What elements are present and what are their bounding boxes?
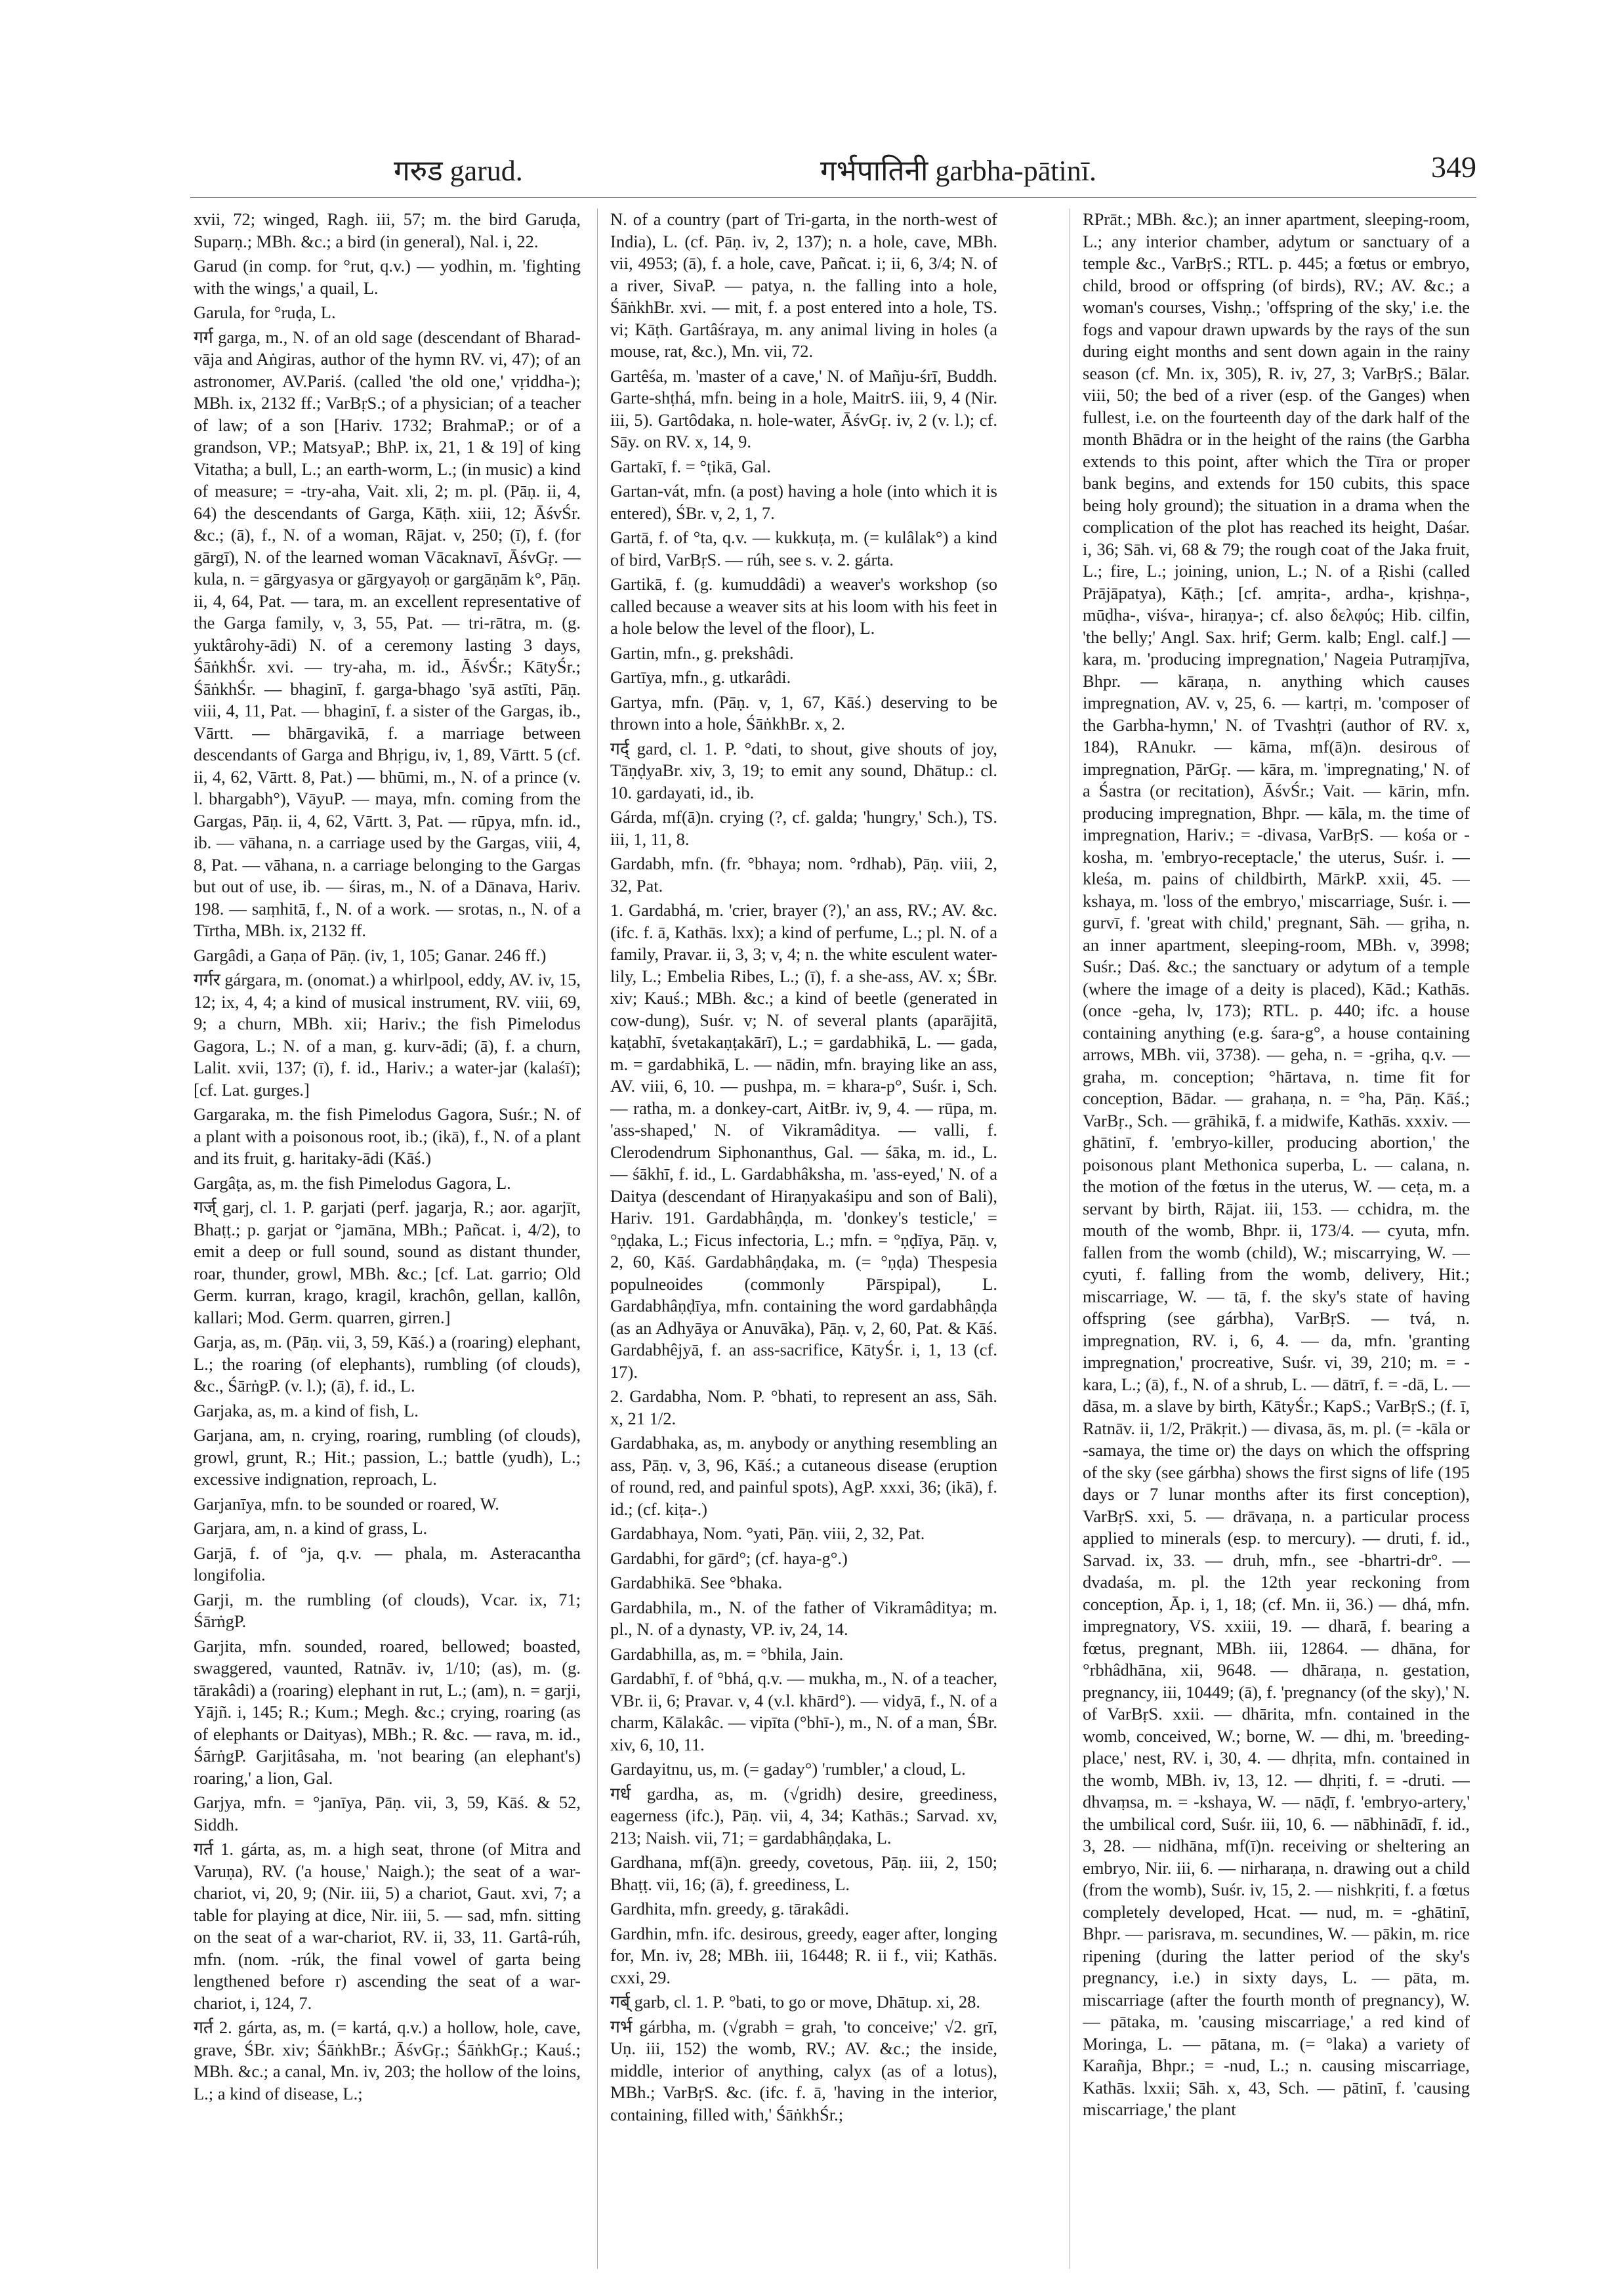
- dictionary-entry: Garjya, mfn. = °janīya, Pāṇ. vii, 3, 59, Kāś. & 52, Siddh.: [194, 1792, 581, 1834]
- dictionary-entry: Gardhita, mfn. greedy, g. tārakâdi.: [610, 1899, 849, 1918]
- dictionary-entry: Garjaka, as, m. a kind of fish, L.: [194, 1400, 419, 1420]
- dictionary-entry: Gartīya, mfn., g. utkarâdi.: [610, 667, 791, 687]
- header-rule: [190, 197, 1476, 198]
- dictionary-entry: Gartya, mfn. (Pāṇ. v, 1, 67, Kāś.) deserving to be thrown into a hole, ŚāṅkhBr. x, 2.: [610, 692, 997, 734]
- dictionary-entry: 1. Gardabhá, m. 'crier, brayer (?),' an ass, RV.; AV. &c. (ifc. f. ā, Kathās. lxx); a kind of perfume, L.; pl. N. of a family, Pravar. ii, 3, 3; v, 4; n. the white esculent water-lily, L.; Embelia Ribes, L.; (ī), f. a she-ass, AV. x; ŚBr. xiv; Kauś.; MBh. &c.; a kind of beetle (generated in cow-dung), Suśr. v; N. of several plants (aparājitā, kaṭabhī, śvetakaṇṭakārī), L.; = gardabhikā, L. — gada, m. = gardabhikā, L. — nādin, mfn. braying like an ass, AV. viii, 6, 10. — pushpa, m. = khara-p°, Suśr. i, Sch. — ratha, m. a donkey-cart, AitBr. iv, 9, 4. — rūpa, m. 'ass-shaped,' N. of Vikramâditya. — valli, f. Clerodendrum Siphonanthus, Gal. — śāka, m. id., L. — śākhī, f. id., L. Gardabhâksha, m. 'ass-eyed,' N. of a Daitya (descendant of Hiraṇyakaśipu and son of Bali), Hariv. 191. Gardabhâṇḍa, m. 'donkey's testicle,' = °ṇḍaka, L.; Ficus infectoria, L.; mfn. = °ṇḍīya, Pāṇ. v, 2, 60, Kāś. Gardabhâṇḍaka, m. (= °ṇḍa) Thespesia populneoides (commonly Pārspipal), L. Gardabhâṇḍīya, mfn. containing the word gardabhâṇḍa (as an Adhyāya or Anuvāka), Pāṇ. v, 2, 60, Pat. & Kāś. Gardabhêjyā, f. an ass-sacrifice, KātyŚr. i, 1, 13 (cf. 17).: [610, 900, 997, 1382]
- dictionary-entry: Gartā, f. of °ta, q.v. — kukkuṭa, m. (= kulâlak°) a kind of bird, VarBṛS. — rúh, see s. v. 2. gárta.: [610, 527, 997, 569]
- dictionary-entry: xvii, 72; winged, Ragh. iii, 57; m. the bird Garuḍa, Suparṇ.; MBh. &c.; a bird (in general), Nal. i, 22.: [194, 209, 581, 251]
- dictionary-entry: गर्ग garga, m., N. of an old sage (descendant of Bharad-vāja and Aṅgiras, author of the hymn RV. vi, 47); of an astronomer, AV.Pariś. (called 'the old one,' vṛiddha-); MBh. ix, 2132 ff.; VarBṛS.; of a physician; of a teacher of law; of a son [Hariv. 1732; BrahmaP.; or of a grandson, VP.; MatsyaP.; BhP. ix, 21, 1 & 19] of king Vitatha; a bull, L.; an earth-worm, L.; (in music) a kind of measure; = -try-aha, Vait. xli, 2; m. pl. (Pāṇ. ii, 4, 64) the descendants of Garga, Kāṭh. xiii, 12; ĀśvŚr. &c.; (ā), f., N. of a woman, Rājat. v, 250; (ī), f. (for gārgī), N. of the learned woman Vācaknavī, ĀśvGṛ. — kula, n. = gārgyasya or gārgyayoḥ or gargāṇām k°, Pāṇ. ii, 4, 64, Pat. — tara, m. an excellent representative of the Garga family, v, 3, 55, Pat. — tri-rātra, m. (g. yuktârohy-ādi) N. of a ceremony lasting 3 days, ŚāṅkhŚr. xvi. — try-aha, m. id., ĀśvŚr.; KātyŚr.; ŚāṅkhŚr. — bhaginī, f. garga-bhago 'syā astīti, Pāṇ. viii, 4, 11, Pat. — bhaginī, f. a sister of the Gargas, ib., Vārtt. — bhārgavikā, f. a marriage between descendants of Garga and Bhṛigu, iv, 1, 89, Vārtt. 5 (cf. ii, 4, 62, Vārtt. 8, Pat.) — bhūmi, m., N. of a prince (v. l. bhargabh°), VāyuP. — maya, mfn. coming from the Gargas, Pāṇ. ii, 4, 62, Vārtt. 3, Pat. — rūpya, mfn. id., ib. — vāhana, n. a carriage used by the Gargas, viii, 4, 8, Pat. — vāhana, n. a carriage belonging to the Gargas but out of use, ib. — śiras, m., N. of a Dānava, Hariv. 198. — saṃhitā, f., N. of a work. — srotas, n., N. of a Tīrtha, MBh. ix, 2132 ff.: [194, 327, 581, 940]
- dictionary-entry: Garjā, f. of °ja, q.v. — phala, m. Asteracantha longifolia.: [194, 1542, 581, 1584]
- dictionary-entry: गर्भ gárbha, m. (√grabh = grah, 'to conceive;' √2. grī, Uṇ. iii, 152) the womb, RV.; AV. &c.; the inside, middle, interior of anything, calyx (as of a lotus), MBh.; VarBṛS. &c. (ifc. f. ā, 'having in the interior, containing, filled with,' ŚāṅkhŚr.;: [610, 2016, 997, 2124]
- dictionary-entry: Gargaraka, m. the fish Pimelodus Gagora, Suśr.; N. of a plant with a poisonous root, ib.; (ikā), f., N. of a plant and its fruit, g. haritaky-ādi (Kāś.): [194, 1104, 581, 1168]
- dictionary-entry: Gardayitnu, us, m. (= gaday°) 'rumbler,' a cloud, L.: [610, 1759, 966, 1779]
- dictionary-entry: Gardabhi, for gārd°; (cf. haya-g°.): [610, 1548, 848, 1568]
- dictionary-entry: Gardhin, mfn. ifc. desirous, greedy, eager after, longing for, Mn. iv, 28; MBh. iii, 16448; R. ii f., vii; Kathās. cxxi, 29.: [610, 1923, 997, 1987]
- dictionary-entry: गर्ध gardha, as, m. (√gridh) desire, greediness, eagerness (ifc.), Pāṇ. vii, 4, 34; Kathās.; Sarvad. xv, 213; Naish. vii, 71; = gardabhâṇḍaka, L.: [610, 1783, 997, 1848]
- dictionary-entry: Garja, as, m. (Pāṇ. vii, 3, 59, Kāś.) a (roaring) elephant, L.; the roaring (of elephants), rumbling (of clouds), &c., ŚārṅgP. (v. l.); (ā), f. id., L.: [194, 1332, 581, 1396]
- column-1: [194, 209, 581, 2269]
- dictionary-entry: Gardabhaka, as, m. anybody or anything resembling an ass, Pāṇ. v, 3, 96, Kāś.; a cutaneous disease (eruption of round, red, and painful spots), AgP. xxxi, 36; (ikā), f. id.; (cf. kiṭa-.): [610, 1433, 997, 1519]
- dictionary-entry: गर्त 2. gárta, as, m. (= kartá, q.v.) a hollow, hole, cave, grave, ŚBr. xiv; ŚāṅkhBr.; ĀśvGṛ.; ŚāṅkhGṛ.; Kauś.; MBh. &c.; a canal, Mn. iv, 203; the hollow of the loins, L.; a kind of disease, L.;: [194, 2017, 581, 2103]
- dictionary-entry: गर्त 1. gárta, as, m. a high seat, throne (of Mitra and Varuṇa), RV. ('a house,' Naigh.); the seat of a war-chariot, vi, 20, 9; (Nir. iii, 5) a chariot, Gaut. xvi, 7; a table for playing at dice, Nir. iii, 5. — sad, mfn. sitting on the seat of a war-chariot, RV. ii, 33, 11. Gartâ-rúh, mfn. (nom. -rúk, the final vowel of garta being lengthened before r) ascending the seat of a war-chariot, i, 124, 7.: [194, 1839, 581, 2013]
- dictionary-entry: Gardabh, mfn. (fr. °bhaya; nom. °rdhab), Pāṇ. viii, 2, 32, Pat.: [610, 854, 997, 896]
- header-left-guide-word: गरुड garud.: [394, 155, 523, 187]
- dictionary-entry: गर्गर gárgara, m. (onomat.) a whirlpool, eddy, AV. iv, 15, 12; ix, 4, 4; a kind of musical instrument, RV. viii, 69, 9; a churn, MBh. xii; Hariv.; the fish Pimelodus Gagora, L.; N. of a man, g. kurv-ādi; (ā), f. a churn, Lalit. xvii, 137; (ī), f. id., Hariv.; a water-jar (kalaśī); [cf. Lat. gurges.]: [194, 970, 581, 1100]
- dictionary-entry: Garjara, am, n. a kind of grass, L.: [194, 1518, 428, 1538]
- dictionary-entry: N. of a country (part of Tri-garta, in the north-west of India), L. (cf. Pāṇ. iv, 2, 137); n. a hole, cave, MBh. vii, 4953; (ā), f. a hole, cave, Pañcat. i; ii, 6, 3/4; N. of a river, SivaP. — patya, n. the falling into a hole, ŚāṅkhBr. xvi. — mit, f. a post entered into a hole, TS. vi; Kāṭh. Gartâśraya, m. any animal living in holes (a mouse, rat, &c.), Mn. vii, 72.: [610, 209, 997, 361]
- column-2: [610, 209, 997, 2269]
- dictionary-entry: Garula, for °ruḍa, L.: [194, 302, 336, 322]
- dictionary-entry: Gardabhaya, Nom. °yati, Pāṇ. viii, 2, 32, Pat.: [610, 1523, 925, 1543]
- dictionary-entry: RPrāt.; MBh. &c.); an inner apartment, sleeping-room, L.; any interior chamber, adytum or sanctuary of a temple &c., VarBṛS.; RTL. p. 445; a fœtus or embryo, child, brood or offspring (of birds), RV.; AV. &c.; a woman's courses, Vishṇ.; 'offspring of the sky,' i.e. the fogs and vapour drawn upwards by the rays of the sun during eight months and sent down again in the rainy season (cf. Mn. ix, 305), R. iv, 27, 3; VarBṛS.; Bālar. viii, 50; the bed of a river (esp. of the Ganges) when fullest, i.e. on the fourteenth day of the dark half of the month Bhādra or in the height of the rains (the Garbha extends to this point, after which the Tīra or proper bank begins, and extends for 150 cubits, this space being holy ground); the situation in a drama when the complication of the plot has reached its height, Daśar. i, 36; Sāh. vi, 68 & 79; the rough coat of the Jaka fruit, L.; fire, L.; joining, union, L.; N. of a Ṛishi (called Prājāpatya), Kāṭh.; [cf. amṛita-, ardha-, kṛishṇa-, mūḍha-, viśva-, hiraṇya-; cf. also δελφύς; Hib. cilfin, 'the belly;' Angl. Sax. hrif; Germ. kalb; Engl. calf.] — kara, m. 'producing impregnation,' Nageia Putraṃjīva, Bhpr. — kāraṇa, n. anything which causes impregnation, AV. v, 25, 6. — kartṛi, m. 'composer of the Garbha-hymn,' N. of Tvashṭri (author of RV. x, 184), RAnukr. — kāma, mf(ā)n. desirous of impregnation, PārGṛ. — kāra, m. 'impregnating,' N. of a Śastra (or recitation), ĀśvŚr.; Vait. — kārin, mfn. producing impregnation, Bhpr. — kāla, m. the time of impregnation, Hariv.; = -divasa, VarBṛS. — kośa or -kosha, m. 'embryo-receptacle,' the uterus, Suśr. i. — kleśa, m. pains of childbirth, MārkP. xxii, 45. — kshaya, m. 'loss of the embryo,' miscarriage, Suśr. i. — gurvī, f. 'great with child,' pregnant, Sāh. — gṛiha, n. an inner apartment, sleeping-room, MBh. v, 3998; Suśr.; Daś. &c.; the sanctuary or adytum of a temple (where the image of a deity is placed), Kād.; Kathās. (once -geha, lv, 173); RTL. p. 440; ifc. a house containing anything (e.g. śara-g°, a house containing arrows, MBh. vii, 3738). — geha, n. = -gṛiha, q.v. — graha, m. conception; °hārtava, n. time fit for conception, Bādar. — grahaṇa, n. = °ha, Pāṇ. Kāś.; VarBṛ., Sch. — grāhikā, f. a midwife, Kathās. xxxiv. — ghātinī, f. 'embryo-killer, producing abortion,' the poisonous plant Methonica superba, L. — calana, n. the motion of the fœtus in the uterus, W. — ceṭa, m. a servant by birth, Rājat. iii, 153. — cchidra, m. the mouth of the womb, Bhpr. ii, 173/4. — cyuta, mfn. fallen from the womb (child), W.; miscarrying, W. — cyuti, f. falling from the womb, delivery, Hit.; miscarriage, W. — tā, f. the sky's state of having offspring (see gárbha), VarBṛS. — tvá, n. impregnation, RV. i, 6, 4. — da, mfn. 'granting impregnation,' procreative, Suśr. vi, 39, 210; m. = -kara, L.; (ā), f., N. of a shrub, L. — dātrī, f. = -dā, L. — dāsa, m. a slave by birth, KātyŚr.; KapS.; VarBṛS.; (f. ī, Ratnāv. ii, 1/2, Prākṛit.) — divasa, ās, m. pl. (= -kāla or -samaya, the time or) the days on which the offspring of the sky (see gárbha) shows the first signs of life (195 days or 7 lunar months after its first conception), VarBṛS. xxi, 5. — drāvaṇa, n. a particular process applied to minerals (esp. to mercury). — druti, f. id., Sarvad. ix, 33. — druh, mfn., see -bhartri-dr°. — dvadaśa, m. pl. the 12th year reckoning from conception, Āp. i, 1, 18; (cf. Mn. ii, 36.) — dhá, mfn. impregnatory, VS. xxiii, 19. — dharā, f. bearing a fœtus, pregnant, MBh. iii, 12864. — dhāna, for °rbhâdhāna, xii, 9648. — dhāraṇa, n. gestation, pregnancy, iii, 10449; (ā), f. 'pregnancy (of the sky),' N. of VarBṛS. xxii. — dhārita, mfn. contained in the womb, conceived, W.; borne, W. — dhi, m. 'breeding-place,' nest, RV. i, 30, 4. — dhṛita, mfn. contained in the womb, MBh. iv, 13, 12. — dhṛiti, f. = -druti. — dhvaṃsa, m. = -kshaya, W. — nāḍī, f. 'embryo-artery,' the umbilical cord, Suśr. iii, 10, 6. — nābhinādī, f. id., 3, 28. — nidhāna, mf(ī)n. receiving or sheltering an embryo, Nir. iii, 6. — nirharaṇa, n. drawing out a child (from the womb), Suśr. iv, 15, 2. — nishkṛiti, f. a fœtus completely developed, Hcat. — nud, m. = -ghātinī, Bhpr. — parisrava, m. secundines, W. — pākin, m. rice ripening (during the latter period of the sky's pregnancy, i.e.) in sixty days, L. — pāta, m. miscarriage (after the fourth month of pregnancy), W. — pātaka, m. 'causing miscarriage,' a red kind of Moringa, L. — pātana, m. (= °laka) a variety of Karañja, Bhpr.; = -nud, L.; n. causing miscarriage, Kathās. lxxii; Sāh. x, 43, Sch. — pātinī, f. 'causing miscarriage,' the plant: [1083, 209, 1470, 2119]
- dictionary-entry: Gardhana, mf(ā)n. greedy, covetous, Pāṇ. iii, 2, 150; Bhaṭṭ. vii, 16; (ā), f. greediness, L.: [610, 1852, 997, 1894]
- dictionary-entry: Gartêśa, m. 'master of a cave,' N. of Mañju-śrī, Buddh. Garte-shṭhá, mfn. being in a hole, MaitrS. iii, 9, 4 (Nir. iii, 5). Gartôdaka, n. hole-water, ĀśvGṛ. iv, 2 (v. l.); cf. Sāy. on RV. x, 14, 9.: [610, 365, 997, 451]
- column-3: [1083, 209, 1470, 2269]
- dictionary-entry: गर्ब् garb, cl. 1. P. °bati, to go or move, Dhātup. xi, 28.: [610, 1992, 980, 2012]
- page-number: 349: [1431, 150, 1476, 184]
- dictionary-entry: Gartin, mfn., g. prekshâdi.: [610, 642, 794, 663]
- dictionary-entry: Gardabhī, f. of °bhá, q.v. — mukha, m., N. of a teacher, VBr. ii, 6; Pravar. v, 4 (v.l. khārd°). — vidyā, f., N. of a charm, Kālakâc. — vipīta (°bhī-), m., N. of a man, ŚBr. xiv, 6, 10, 11.: [610, 1668, 997, 1754]
- dictionary-entry: Gartan-vát, mfn. (a post) having a hole (into which it is entered), ŚBr. v, 2, 1, 7.: [610, 481, 997, 523]
- dictionary-entry: गर्ज् garj, cl. 1. P. garjati (perf. jagarja, R.; aor. agarjīt, Bhaṭṭ.; p. garjat or °jamāna, MBh.; Pañcat. i, 4/2), to emit a deep or full sound, sound as distant thunder, roar, thunder, growl, MBh. &c.; [cf. Lat. garrio; Old Germ. kurran, krago, kragil, krachôn, gellan, kallôn, kallari; Mod. Germ. quarren, girren.]: [194, 1197, 581, 1327]
- dictionary-entry: Garjita, mfn. sounded, roared, bellowed; boasted, swaggered, vaunted, Ratnāv. iv, 1/10; (as), m. (g. tārakâdi) a (roaring) elephant in rut, L.; (am), n. = garji, Yājñ. i, 145; R.; Kum.; Megh. &c.; crying, roaring (as of elephants or Daityas), MBh.; R. &c. — rava, m. id., ŚārṅgP. Garjitâsaha, m. 'not bearing (an elephant's) roaring,' a lion, Gal.: [194, 1636, 581, 1788]
- page-header: [190, 150, 1476, 186]
- dictionary-entry: Gargâdi, a Gaṇa of Pāṇ. (iv, 1, 105; Ganar. 246 ff.): [194, 945, 547, 965]
- dictionary-entry: Garjanīya, mfn. to be sounded or roared, W.: [194, 1493, 499, 1514]
- dictionary-entry: Gargâṭa, as, m. the fish Pimelodus Gagora, L.: [194, 1172, 511, 1193]
- dictionary-entry: Gartakī, f. = °ṭikā, Gal.: [610, 456, 771, 476]
- dictionary-entry: Gartikā, f. (g. kumuddâdi) a weaver's workshop (so called because a weaver sits at his loom with his feet in a hole below the level of the floor), L.: [610, 574, 997, 638]
- dictionary-entry: Garud (in comp. for °rut, q.v.) — yodhin, m. 'fighting with the wings,' a quail, L.: [194, 256, 581, 298]
- dictionary-entry: गर्द् gard, cl. 1. P. °dati, to shout, give shouts of joy, TāṇḍyaBr. xiv, 3, 19; to emit any sound, Dhātup.: cl. 10. gardayati, id., ib.: [610, 738, 997, 802]
- header-right-guide-word: गर्भपातिनी garbha-pātinī.: [820, 155, 1096, 187]
- dictionary-entry: Garji, m. the rumbling (of clouds), Vcar. ix, 71; ŚārṅgP.: [194, 1589, 581, 1631]
- dictionary-entry: Garjana, am, n. crying, roaring, rumbling (of clouds), growl, grunt, R.; Hit.; passion, L.; battle (yudh), L.; excessive indignation, reproach, L.: [194, 1425, 581, 1489]
- dictionary-entry: Gardabhilla, as, m. = °bhila, Jain.: [610, 1644, 844, 1664]
- dictionary-entry: Gardabhila, m., N. of the father of Vikramâditya; m. pl., N. of a dynasty, VP. iv, 24, 14.: [610, 1597, 997, 1639]
- dictionary-entry: Gárda, mf(ā)n. crying (?, cf. galda; 'hungry,' Sch.), TS. iii, 1, 11, 8.: [610, 807, 997, 849]
- column-divider: [597, 209, 598, 2269]
- dictionary-entry: Gardabhikā. See °bhaka.: [610, 1573, 783, 1592]
- dictionary-entry: 2. Gardabha, Nom. P. °bhati, to represent an ass, Sāh. x, 21 1/2.: [610, 1386, 997, 1428]
